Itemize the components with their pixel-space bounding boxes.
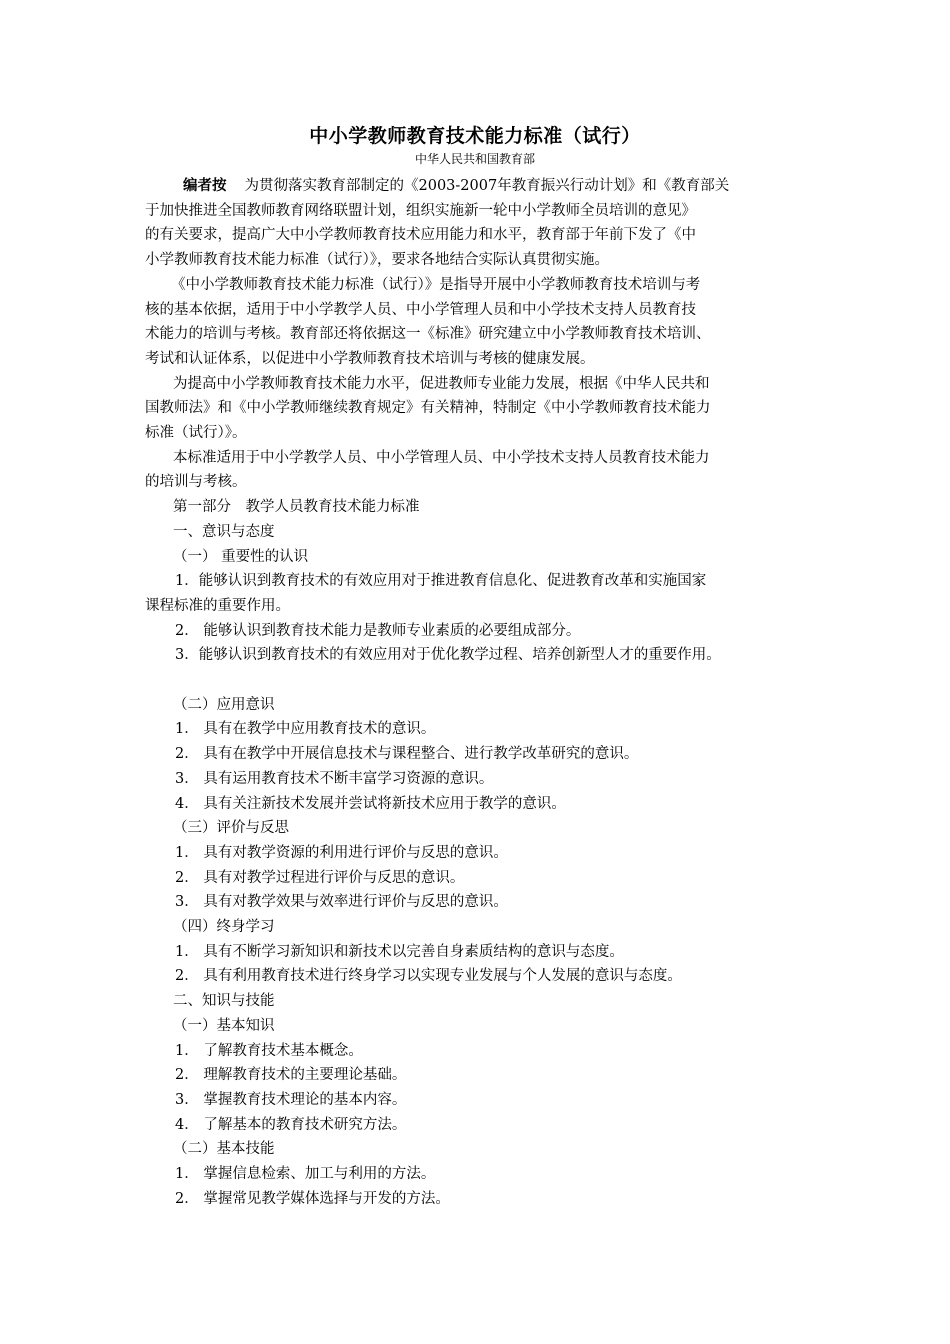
text-line: （一） 重要性的认识	[173, 548, 309, 565]
editor-note-text: 为贯彻落实教育部制定的《2003-2007年教育振兴行动计划》和《教育部关	[244, 178, 730, 194]
text-line: 2． 理解教育技术的主要理论基础。	[175, 1067, 407, 1084]
text-line: （二）基本技能	[173, 1141, 275, 1158]
text-line: 的培训与考核。	[145, 474, 247, 491]
text-line: 国教师法》和《中小学教师继续教育规定》有关精神，特制定《中小学教师教育技术能力	[145, 400, 711, 417]
text-line: 《中小学教师教育技术能力标准（试行）》是指导开展中小学教师教育技术培训与考	[171, 276, 701, 293]
text-line: 考试和认证体系，以促进中小学教师教育技术培训与考核的健康发展。	[145, 350, 595, 367]
text-line: （一）基本知识	[173, 1017, 275, 1034]
text-line: （三）评价与反思	[173, 820, 289, 837]
document-title: 中小学教师教育技术能力标准（试行）	[309, 125, 641, 147]
text-line: 2． 掌握常见教学媒体选择与开发的方法。	[175, 1190, 450, 1207]
text-line: 2． 具有利用教育技术进行终身学习以实现专业发展与个人发展的意识与态度。	[175, 968, 682, 985]
text-line: 2． 具有在教学中开展信息技术与课程整合、进行教学改革研究的意识。	[175, 746, 639, 763]
text-line: 标准（试行）》。	[145, 425, 247, 442]
text-line: 术能力的培训与考核。教育部还将依据这一《标准》研究建立中小学教师教育技术培训、	[145, 326, 711, 343]
text-line: 二、知识与技能	[173, 993, 275, 1010]
text-line: 3．能够认识到教育技术的有效应用对于优化教学过程、培养创新型人才的重要作用。	[175, 647, 721, 664]
text-line: 第一部分 教学人员教育技术能力标准	[173, 499, 420, 516]
text-line: 3． 掌握教育技术理论的基本内容。	[175, 1092, 407, 1108]
text-line: 为提高中小学教师教育技术能力水平，促进教师专业能力发展，根据《中华人民共和	[173, 375, 710, 392]
text-line: 4． 了解基本的教育技术研究方法。	[175, 1116, 407, 1133]
text-line: 一、意识与态度	[173, 523, 275, 540]
text-line: 2． 具有对教学过程进行评价与反思的意识。	[175, 869, 465, 886]
text-line: （四）终身学习	[173, 919, 275, 936]
editor-note-label: 编者按	[183, 177, 227, 194]
document-issuer: 中华人民共和国教育部	[414, 152, 535, 166]
text-line: 小学教师教育技术能力标准（试行）》，要求各地结合实际认真贯彻实施。	[145, 252, 609, 269]
text-line: 3． 具有运用教育技术不断丰富学习资源的意识。	[175, 770, 494, 787]
blank-line	[145, 668, 835, 693]
text-line: （二）应用意识	[173, 696, 275, 713]
text-line: 1． 具有对教学资源的利用进行评价与反思的意识。	[175, 844, 508, 861]
text-line: 课程标准的重要作用。	[145, 597, 290, 614]
text-line: 1． 掌握信息检索、加工与利用的方法。	[175, 1166, 436, 1183]
text-line: 2． 能够认识到教育技术能力是教师专业素质的必要组成部分。	[175, 622, 581, 639]
text-line: 4． 具有关注新技术发展并尝试将新技术应用于教学的意识。	[175, 795, 566, 812]
text-line: 核的基本依据，适用于中小学教学人员、中小学管理人员和中小学技术支持人员教育技	[145, 301, 696, 318]
text-line: 本标准适用于中小学教学人员、中小学管理人员、中小学技术支持人员教育技术能力	[173, 449, 710, 466]
text-line: 3． 具有对教学效果与效率进行评价与反思的意识。	[175, 894, 508, 911]
text-line: 1． 具有在教学中应用教育技术的意识。	[175, 721, 436, 738]
text-line: 1．能够认识到教育技术的有效应用对于推进教育信息化、促进教育改革和实施国家	[175, 573, 707, 590]
text-line: 的有关要求，提高广大中小学教师教育技术应用能力和水平，教育部于年前下发了《中	[145, 227, 696, 244]
text-line: 1． 具有不断学习新知识和新技术以完善自身素质结构的意识与态度。	[175, 943, 624, 960]
document-body	[145, 174, 835, 1212]
text-line	[145, 174, 835, 199]
text-line: 于加快推进全国教师教育网络联盟计划，组织实施新一轮中小学教师全员培训的意见》	[145, 202, 696, 219]
text-line: 1． 了解教育技术基本概念。	[175, 1042, 363, 1059]
